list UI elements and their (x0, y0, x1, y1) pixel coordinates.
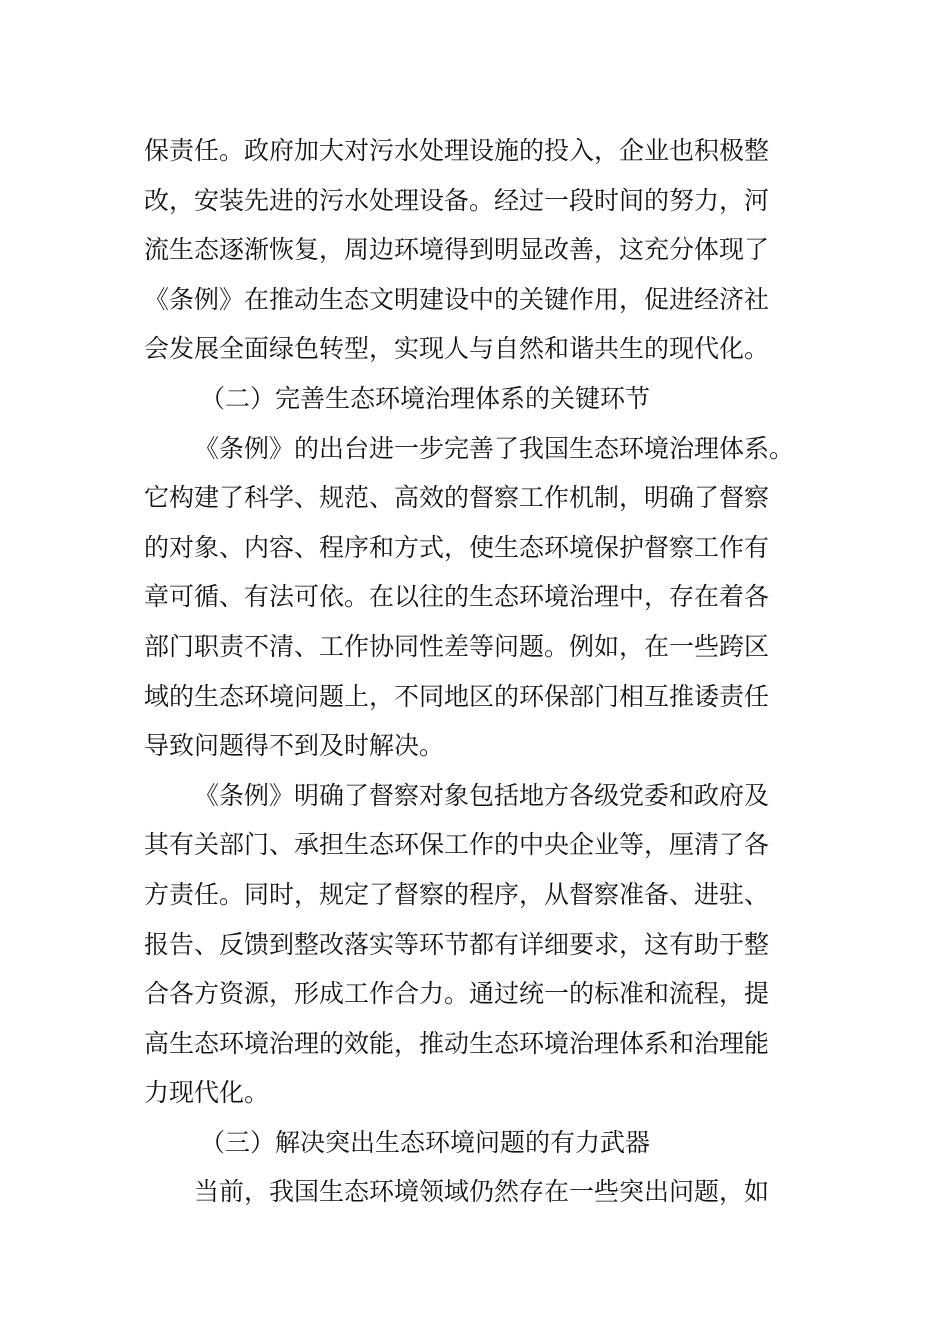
body-line: 流生态逐渐恢复，周边环境得到明显改善，这充分体现了 (144, 235, 770, 265)
body-line: 它构建了科学、规范、高效的督察工作机制，明确了督察 (144, 483, 770, 513)
body-line: 章可循、有法可依。在以往的生态环境治理中，存在着各 (144, 582, 770, 612)
body-line: 的对象、内容、程序和方式，使生态环境保护督察工作有 (144, 532, 770, 562)
body-line: 保责任。政府加大对污水处理设施的投入，企业也积极整 (144, 136, 770, 165)
body-line: 《条例》在推动生态文明建设中的关键作用，促进经济社 (144, 284, 770, 314)
body-line: 方责任。同时，规定了督察的程序，从督察准备、进驻、 (144, 879, 770, 909)
body-line: 导致问题得不到及时解决。 (144, 731, 445, 761)
body-line: 域的生态环境问题上，不同地区的环保部门相互推诿责任 (144, 681, 770, 711)
paragraph-first-line: 《条例》的出台进一步完善了我国生态环境治理体系。 (194, 433, 795, 463)
paragraph-first-line: 《条例》明确了督察对象包括地方各级党委和政府及 (194, 780, 770, 810)
body-line: 力现代化。 (144, 1078, 270, 1108)
paragraph-first-line: 当前，我国生态环境领域仍然存在一些突出问题，如 (194, 1177, 770, 1207)
body-line: 高生态环境治理的效能，推动生态环境治理体系和治理能 (144, 1028, 770, 1058)
body-line: 会发展全面绿色转型，实现人与自然和谐共生的现代化。 (144, 334, 770, 364)
body-line: 合各方资源，形成工作合力。通过统一的标准和流程，提 (144, 979, 770, 1009)
body-line: 其有关部门、承担生态环保工作的中央企业等，厘清了各 (144, 830, 770, 860)
body-line: 改，安装先进的污水处理设备。经过一段时间的努力，河 (144, 185, 770, 215)
section-heading: （三）解决突出生态环境问题的有力武器 (200, 1127, 651, 1157)
body-line: 部门职责不清、工作协同性差等问题。例如，在一些跨区 (144, 631, 770, 661)
document-body (144, 126, 824, 1217)
section-heading: （二）完善生态环境治理体系的关键环节 (200, 383, 651, 413)
body-line: 报告、反馈到整改落实等环节都有详细要求，这有助于整 (144, 929, 770, 959)
